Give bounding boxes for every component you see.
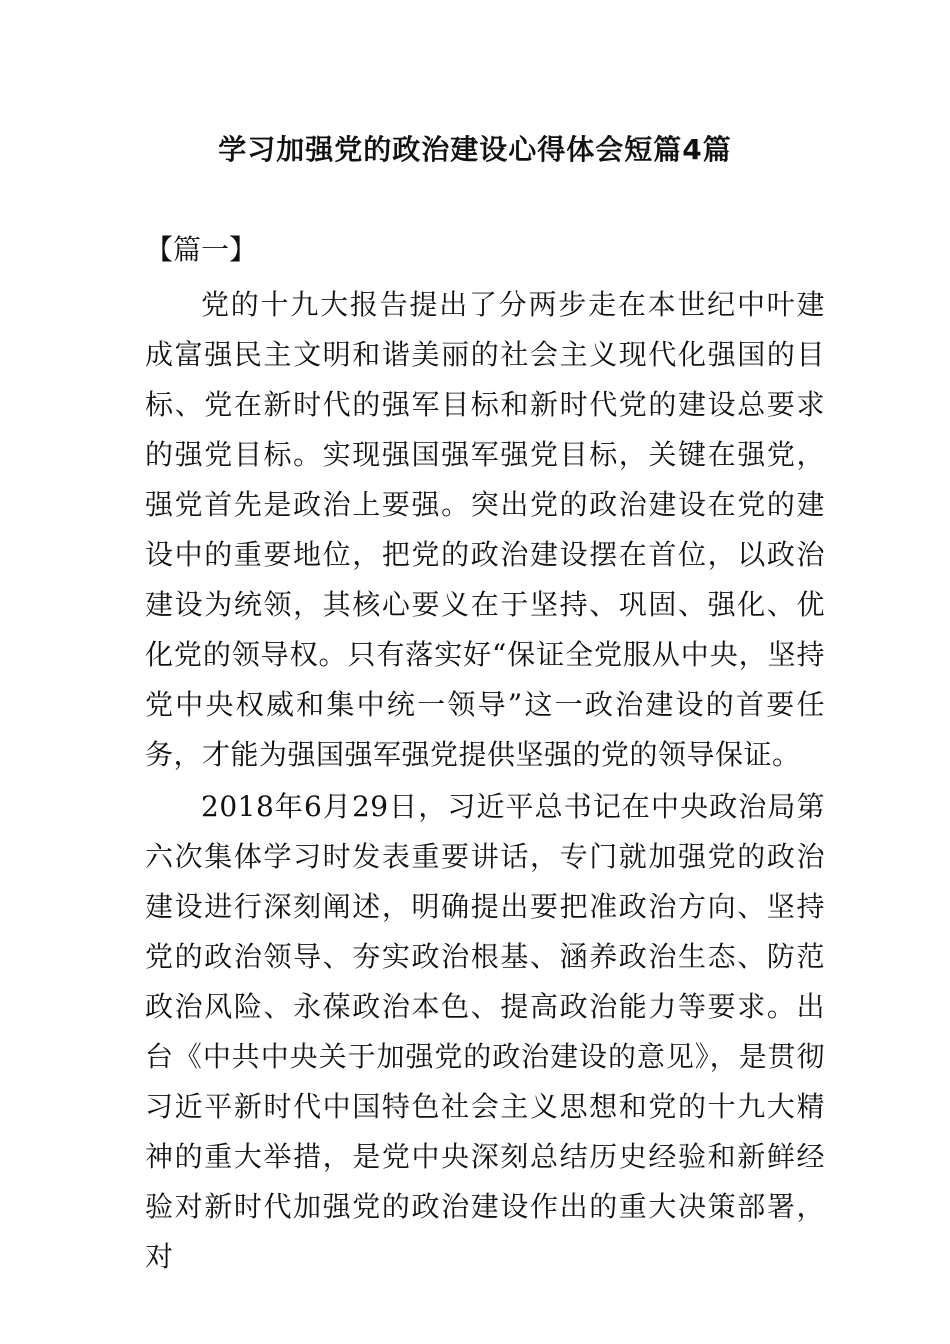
document-title: 学习加强党的政治建设心得体会短篇4篇 [218, 133, 732, 166]
paragraph-1: 党的十九大报告提出了分两步走在本世纪中叶建成富强民主文明和谐美丽的社会主义现代化强国的目标、党在新时代的强军目标和新时代党的建设总要求的强党目标。实现强国强军强党目标，关键在强党，强党首先是政治上要强。突出党的政治建设在党的建设中的重要地位，把党的政治建设摆在首位，以政治建设为统领，其核心要义在于坚持、巩固、强化、优化党的领导权。只有落实好“保证全党服从中央，坚持党中央权威和集中统一领导”这一政治建设的首要任务，才能为强国强军强党提供坚强的党的领导保证。 [145, 288, 825, 771]
section-label: 【篇一】 [145, 233, 258, 266]
paragraph-2: 2018年6月29日，习近平总书记在中央政治局第六次集体学习时发表重要讲话，专门就加强党的政治建设进行深刻阐述，明确提出要把准政治方向、坚持党的政治领导、夯实政治根基、涵养政治生态、防范政治风险、永葆政治本色、提高政治能力等要求。出台《中共中央关于加强党的政治建设的意见》，是贯彻习近平新时代中国特色社会主义思想和党的十九大精神的重大举措，是党中央深刻总结历史经验和新鲜经验对新时代加强党的政治建设作出的重大决策部署，对 [145, 790, 825, 1273]
document-body [145, 280, 825, 1282]
